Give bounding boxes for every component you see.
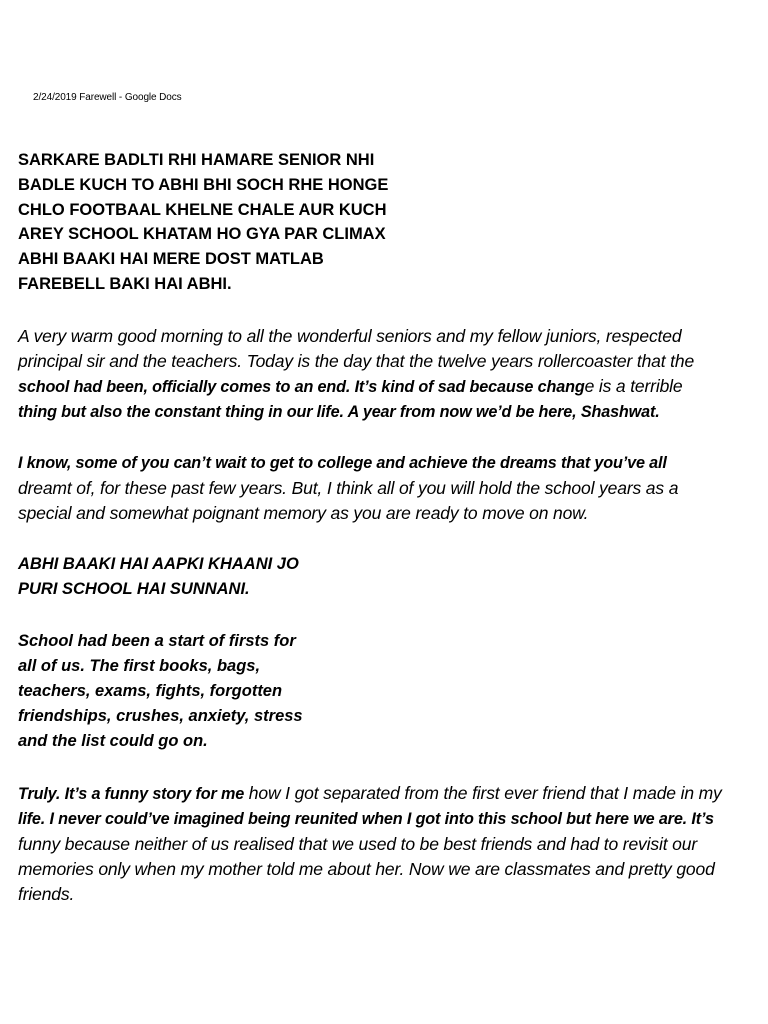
verse-line: SARKARE BADLTI RHI HAMARE SENIOR NHI — [18, 151, 375, 169]
paragraph-line: dreamt of, for these past few years. But, I think all of you will hold the school years as a — [18, 478, 679, 498]
paragraph-line: A very warm good morning to all the wonderful seniors and my fellow juniors, respected — [18, 326, 682, 346]
paragraph-line: funny because neither of us realised that we used to be best friends and had to revisit our — [18, 834, 698, 854]
paragraph-line: life. I never could’ve imagined being reunited when I got into this school but here we are. It’s — [18, 810, 714, 828]
friend-paragraph — [18, 781, 722, 907]
verse-line: School had been a start of firsts for — [18, 632, 296, 650]
bold-text: Truly. It’s a funny story for me — [18, 785, 245, 803]
verse-line: ABHI BAAKI HAI AAPKI KHAANI JO — [18, 555, 299, 573]
page-header: 2/24/2019 Farewell - Google Docs — [33, 92, 182, 103]
verse-line: all of us. The first books, bags, — [18, 657, 261, 675]
paragraph-line — [18, 781, 722, 807]
firsts-verse — [18, 629, 303, 754]
verse-line: FAREBELL BAKI HAI ABHI. — [18, 274, 232, 293]
opening-verse — [18, 148, 388, 297]
college-paragraph — [18, 451, 678, 526]
paragraph-line: principal sir and the teachers. Today is the day that the twelve years rollercoaster that the — [18, 351, 695, 371]
plain-text: how I got separated from the first ever friend that I made in my — [244, 783, 722, 803]
verse-line: ABHI BAAKI HAI MERE DOST MATLAB — [18, 250, 324, 269]
paragraph-line: special and somewhat poignant memory as you are ready to move on now. — [18, 503, 589, 523]
greeting-paragraph — [18, 324, 694, 425]
verse-line: teachers, exams, fights, forgotten — [18, 682, 283, 700]
verse-line: AREY SCHOOL KHATAM HO GYA PAR CLIMAX — [18, 225, 386, 244]
verse-line: and the list could go on. — [18, 732, 208, 750]
plain-text: e is a terrible — [584, 376, 683, 396]
paragraph-line: friends. — [18, 884, 75, 904]
verse-line: PURI SCHOOL HAI SUNNANI. — [18, 580, 250, 598]
paragraph-line: I know, some of you can’t wait to get to college and achieve the dreams that you’ve all — [18, 454, 667, 472]
bold-text: school had been, officially comes to an end. It’s kind of sad because chang — [18, 378, 585, 396]
paragraph-line — [18, 374, 694, 400]
verse-line: BADLE KUCH TO ABHI BHI SOCH RHE HONGE — [18, 175, 389, 194]
verse-line: CHLO FOOTBAAL KHELNE CHALE AUR KUCH — [18, 200, 387, 219]
paragraph-line: memories only when my mother told me about her. Now we are classmates and pretty good — [18, 859, 715, 879]
middle-verse — [18, 552, 299, 602]
verse-line: friendships, crushes, anxiety, stress — [18, 707, 303, 725]
paragraph-line: thing but also the constant thing in our life. A year from now we’d be here, Shashwat. — [18, 403, 660, 421]
